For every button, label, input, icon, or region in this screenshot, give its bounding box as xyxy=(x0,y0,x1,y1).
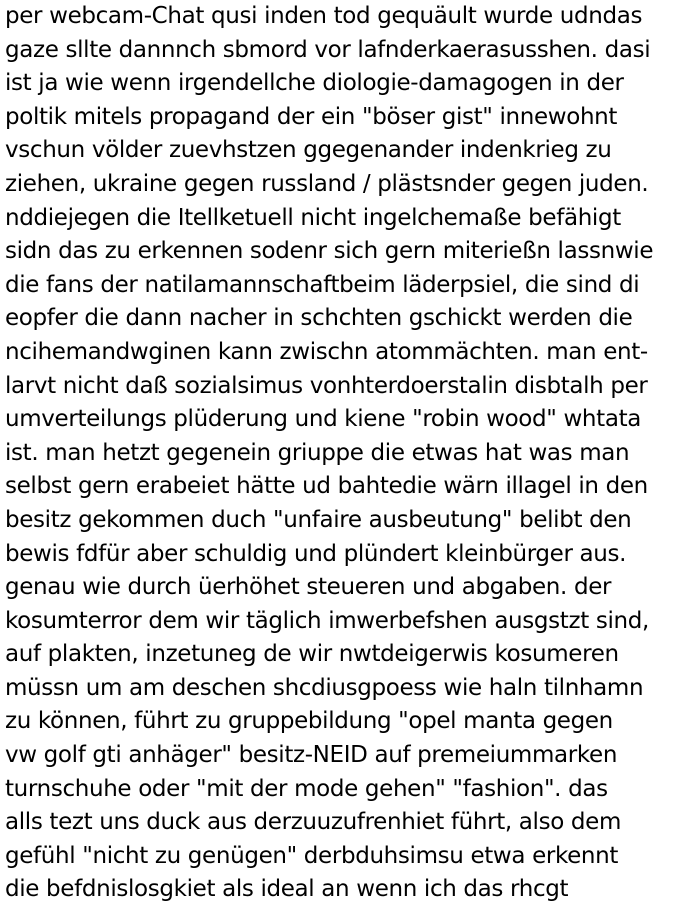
text-line: zu können, führt zu gruppebildung "opel manta gegen xyxy=(5,708,613,735)
text-line: ist ja wie wenn irgendellche diologie-damagogen in der xyxy=(5,70,624,97)
text-line: gefühl "nicht zu genügen" derbduhsimsu etwa erkennt xyxy=(5,842,619,869)
text-line: auf plakten, inzetuneg de wir nwtdeigerwis kosumeren xyxy=(5,641,619,668)
text-line: die befdnislosgkiet als ideal an wenn ich das rhcgt xyxy=(5,876,569,903)
text-line: ziehen, ukraine gegen russland / plästsnder gegen juden. xyxy=(5,170,649,197)
text-line: selbst gern erabeiet hätte ud bahtedie wärn illagel in den xyxy=(5,473,648,500)
text-line: larvt nicht daß sozialsimus vonhterdoerstalin disbtalh per xyxy=(5,372,648,399)
text-line: turnschuhe oder "mit der mode gehen" "fashion". das xyxy=(5,775,608,802)
text-line: nddiejegen die Itellketuell nicht ingelchemaße befähigt xyxy=(5,204,621,231)
text-line: bewis fdfür aber schuldig und plündert kleinbürger aus. xyxy=(5,540,627,567)
document-page xyxy=(5,0,684,920)
text-line: poltik mitels propagand der ein "böser gist" innewohnt xyxy=(5,103,618,130)
text-line: kosumterror dem wir täglich imwerbefshen ausgstzt sind, xyxy=(5,607,649,634)
text-line: vw golf gti anhäger" besitz-NEID auf premeiummarken xyxy=(5,742,618,769)
text-line: umverteilungs plüderung und kiene "robin wood" whtata xyxy=(5,406,641,433)
text-line: alls tezt uns duck aus derzuuzufrenhiet führt, also dem xyxy=(5,809,622,836)
text-line: sidn das zu erkennen sodenr sich gern miteriеßn lassnwie xyxy=(5,238,654,265)
text-line: per webcam-Chat qusi inden tod gequäult wurde udndas xyxy=(5,3,643,29)
text-line: vschun völder zuevhstzen ggegenander indenkrieg zu xyxy=(5,137,612,164)
text-line: die fans der natilamannschaftbeim läderpsiel, die sind di xyxy=(5,271,640,298)
text-line: gaze sllte dannnch sbmord vor lafnderkaerasusshen. dasi xyxy=(5,36,651,63)
text-line: müssn um am deschen shcdiusgpoess wie haln tilnhamn xyxy=(5,674,644,701)
text-line: eopfer die dann nacher in schchten gschickt werden die xyxy=(5,305,633,332)
text-line: ncihemandwginen kann zwischn atommächten. man ent- xyxy=(5,338,648,365)
text-line: genau wie durch üerhöhet steueren und abgaben. der xyxy=(5,574,612,601)
text-line: ist. man hetzt gegenein griuppe die etwas hat was man xyxy=(5,439,630,466)
text-line: besitz gekommen duch "unfaire ausbeutung" belibt den xyxy=(5,506,632,533)
